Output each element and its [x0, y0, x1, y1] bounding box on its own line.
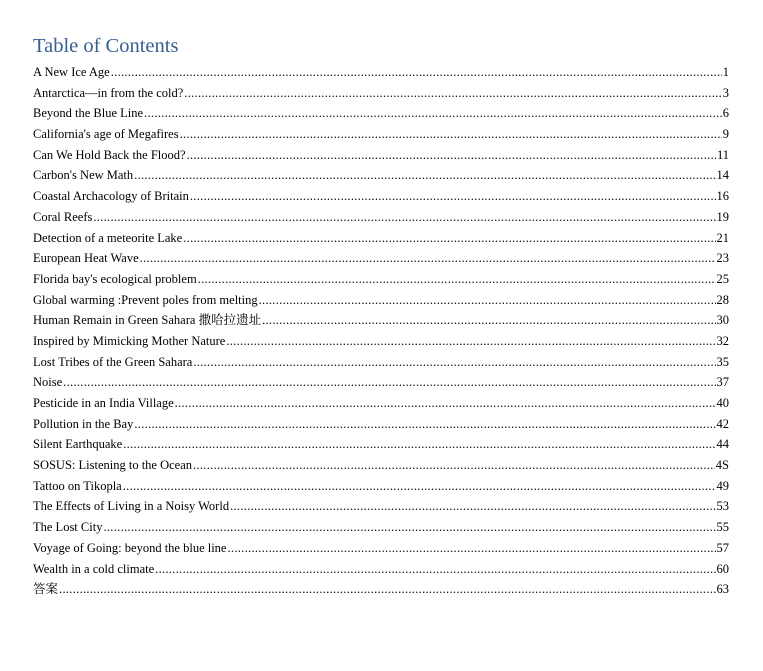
- toc-dot-leader: [175, 393, 716, 414]
- toc-entry[interactable]: [33, 145, 729, 166]
- toc-dot-leader: [183, 228, 715, 249]
- toc-dot-leader: [134, 414, 715, 435]
- toc-entry[interactable]: [33, 414, 729, 435]
- toc-dot-leader: [193, 352, 715, 373]
- toc-entry-label: Noise: [33, 375, 63, 390]
- toc-entry-label: European Heat Wave: [33, 251, 139, 266]
- toc-dot-leader: [134, 165, 715, 186]
- toc-entry[interactable]: [33, 331, 729, 352]
- toc-entry-page: 19: [716, 209, 729, 224]
- toc-entry-label: SOSUS: Listening to the Ocean: [33, 458, 193, 473]
- toc-entry[interactable]: [33, 476, 729, 497]
- toc-entry-page: 42: [716, 416, 729, 431]
- toc-dot-leader: [111, 62, 722, 83]
- toc-entry-label: Lost Tribes of the Green Sahara: [33, 354, 193, 369]
- toc-entry[interactable]: [33, 496, 729, 517]
- toc-entry-page: 37: [716, 375, 729, 390]
- toc-entry-page: 1: [722, 65, 729, 79]
- toc-entry-label: Antarctica—in from the cold?: [33, 85, 184, 100]
- toc-entry-label: Pesticide in an India Village: [33, 396, 174, 410]
- toc-title: Table of Contents: [33, 35, 179, 57]
- toc-entry-page: 4S: [715, 458, 729, 473]
- toc-dot-leader: [227, 538, 715, 559]
- toc-entry-page: 49: [716, 478, 729, 493]
- toc-entry-label: Coral Reefs: [33, 209, 93, 224]
- toc-dot-leader: [123, 434, 715, 455]
- toc-entry-label: Human Remain in Green Sahara 撒哈拉遗址: [33, 313, 262, 328]
- toc-entry-page: 23: [716, 251, 729, 266]
- toc-entry-page: 9: [722, 127, 729, 142]
- toc-entry-label: Florida bay's ecological problem: [33, 271, 197, 286]
- toc-entry-label: California's age of Megafires: [33, 127, 179, 142]
- toc-entry[interactable]: [33, 207, 729, 228]
- toc-dot-leader: [140, 248, 716, 269]
- toc-entry-page: 55: [716, 520, 729, 535]
- toc-entry[interactable]: [33, 434, 729, 455]
- toc-dot-leader: [230, 496, 715, 517]
- toc-entry-page: 25: [716, 271, 729, 286]
- toc-entry-label: Tattoo on Tikopla: [33, 478, 122, 493]
- toc-dot-leader: [144, 103, 722, 124]
- toc-entry[interactable]: [33, 124, 729, 145]
- toc-entry-page: 30: [716, 313, 729, 328]
- toc-dot-leader: [187, 145, 716, 166]
- toc-list: [33, 62, 729, 600]
- toc-dot-leader: [103, 517, 715, 538]
- toc-entry-label: Coastal Archacology of Britain: [33, 189, 189, 204]
- toc-entry[interactable]: [33, 393, 729, 414]
- toc-entry[interactable]: [33, 559, 729, 580]
- toc-entry-page: 60: [716, 561, 729, 576]
- toc-entry-page: 53: [716, 499, 729, 514]
- toc-entry-label: 答案: [33, 582, 59, 597]
- toc-dot-leader: [226, 331, 715, 352]
- toc-entry[interactable]: [33, 165, 729, 186]
- toc-entry-page: 44: [716, 437, 729, 452]
- toc-entry[interactable]: [33, 83, 729, 104]
- toc-entry-label: Carbon's New Math: [33, 168, 134, 183]
- toc-dot-leader: [184, 83, 721, 104]
- toc-entry-label: Voyage of Going: beyond the blue line: [33, 540, 227, 555]
- toc-entry[interactable]: [33, 228, 729, 249]
- toc-entry-label: Wealth in a cold climate: [33, 561, 155, 576]
- toc-entry-page: 35: [716, 354, 729, 369]
- toc-entry-page: 6: [722, 106, 729, 121]
- toc-entry-label: Detection of a meteorite Lake: [33, 230, 183, 245]
- toc-entry[interactable]: [33, 310, 729, 331]
- toc-entry[interactable]: [33, 290, 729, 311]
- toc-dot-leader: [259, 290, 716, 311]
- toc-entry-page: 14: [716, 168, 729, 183]
- toc-entry[interactable]: [33, 269, 729, 290]
- toc-entry[interactable]: [33, 455, 729, 476]
- toc-entry-label: Silent Earthquake: [33, 437, 123, 452]
- toc-entry-page: 21: [716, 230, 729, 245]
- toc-entry[interactable]: [33, 248, 729, 269]
- toc-entry-label: A New Ice Age: [33, 65, 110, 79]
- toc-entry-label: The Lost City: [33, 520, 103, 535]
- toc-entry[interactable]: [33, 538, 729, 559]
- toc-entry-label: Beyond the Blue Line: [33, 106, 144, 121]
- toc-entry[interactable]: [33, 186, 729, 207]
- toc-dot-leader: [93, 207, 715, 228]
- toc-dot-leader: [59, 579, 715, 600]
- toc-entry-page: 28: [716, 292, 729, 307]
- toc-entry-page: 16: [716, 189, 729, 204]
- toc-dot-leader: [155, 559, 715, 580]
- toc-entry[interactable]: [33, 372, 729, 393]
- toc-entry-page: 63: [716, 582, 729, 597]
- toc-entry[interactable]: [33, 62, 729, 83]
- toc-entry-page: 3: [722, 85, 729, 100]
- toc-entry-label: The Effects of Living in a Noisy World: [33, 499, 230, 514]
- toc-entry[interactable]: [33, 579, 729, 600]
- toc-entry-page: 40: [716, 396, 729, 410]
- toc-dot-leader: [63, 372, 715, 393]
- toc-dot-leader: [193, 455, 715, 476]
- toc-dot-leader: [190, 186, 716, 207]
- toc-dot-leader: [262, 310, 715, 331]
- toc-entry-page: 32: [716, 333, 729, 348]
- toc-entry[interactable]: [33, 517, 729, 538]
- toc-entry[interactable]: [33, 352, 729, 373]
- toc-dot-leader: [123, 476, 716, 497]
- toc-entry-label: Inspired by Mimicking Mother Nature: [33, 333, 226, 348]
- toc-dot-leader: [180, 124, 722, 145]
- toc-entry[interactable]: [33, 103, 729, 124]
- toc-entry-page: 11: [716, 147, 729, 162]
- toc-entry-label: Pollution in the Bay: [33, 416, 134, 431]
- toc-entry-label: Global warming :Prevent poles from melting: [33, 292, 258, 307]
- toc-entry-label: Can We Hold Back the Flood?: [33, 147, 186, 162]
- toc-entry-page: 57: [716, 540, 729, 555]
- toc-dot-leader: [198, 269, 716, 290]
